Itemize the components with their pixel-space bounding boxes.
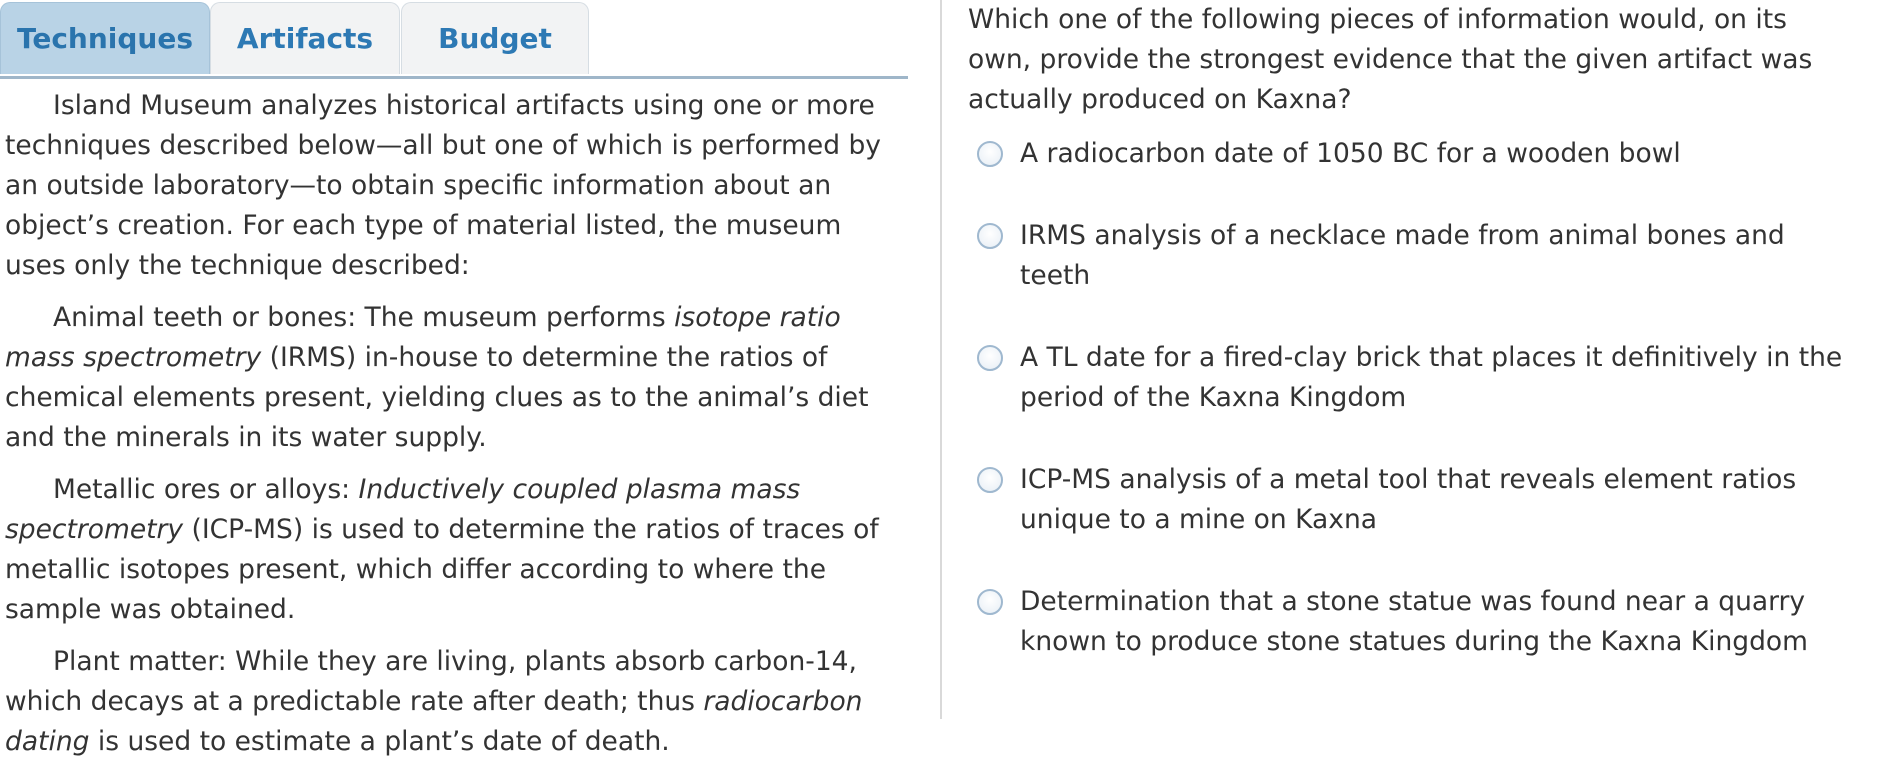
answer-option-label: Determination that a stone statue was found near a quarry known to produce stone statues during the Kaxna Kingdom	[1020, 586, 1808, 657]
answer-option-b[interactable]	[968, 216, 1868, 296]
passage-radiocarbon-term: radiocarbon dating	[5, 686, 863, 757]
radio-button-icon[interactable]	[977, 467, 1003, 493]
tab-budget[interactable]: Budget	[401, 2, 589, 74]
question-stem: Which one of the following pieces of information would, on its own, provide the strongest evidence that the given artifact was actually produced on Kaxna?	[968, 4, 1813, 115]
answer-option-a[interactable]	[968, 134, 1868, 174]
passage-paragraph-icpms	[5, 470, 905, 630]
tab-bar	[0, 2, 908, 77]
tab-artifacts[interactable]: Artifacts	[210, 2, 400, 74]
passage-irms-rest: (IRMS) in-house to determine the ratios of chemical elements present, yielding clues as to the animal’s diet and the minerals in its water supply.	[5, 342, 869, 453]
passage-paragraph-intro-text: Island Museum analyzes historical artifacts using one or more techniques described below—all but one of which is performed by an outside laboratory—to obtain specific information about an object’s creation. For each type of material listed, the museum uses only the technique described:	[5, 90, 881, 281]
passage-icpms-rest: (ICP-MS) is used to determine the ratios of traces of metallic isotopes present, which differ according to where the sample was obtained.	[5, 514, 879, 625]
passage-radiocarbon-lead: Plant matter: While they are living, plants absorb carbon-14, which decays at a predictable rate after death; thus	[5, 646, 857, 717]
passage-irms-term: isotope ratio mass spectrometry	[5, 302, 841, 373]
passage-irms-lead: Animal teeth or bones: The museum performs	[53, 302, 675, 333]
tab-techniques[interactable]: Techniques	[0, 2, 210, 74]
tab-bar-underline	[0, 76, 908, 79]
passage-text	[5, 86, 905, 774]
passage-panel	[0, 0, 908, 757]
answer-option-label: IRMS analysis of a necklace made from animal bones and teeth	[1020, 220, 1785, 291]
passage-icpms-term: Inductively coupled plasma mass spectrometry	[5, 474, 801, 545]
passage-icpms-lead: Metallic ores or alloys:	[53, 474, 359, 505]
question-panel	[968, 0, 1868, 719]
passage-paragraph-radiocarbon	[5, 642, 905, 762]
passage-paragraph-intro	[5, 86, 905, 286]
radio-button-icon[interactable]	[977, 589, 1003, 615]
radio-button-icon[interactable]	[977, 223, 1003, 249]
panel-divider[interactable]	[940, 0, 942, 719]
answer-option-label: A radiocarbon date of 1050 BC for a wooden bowl	[1020, 138, 1681, 169]
answer-option-label: A TL date for a fired-clay brick that places it definitively in the period of the Kaxna Kingdom	[1020, 342, 1843, 413]
passage-paragraph-irms	[5, 298, 905, 458]
radio-button-icon[interactable]	[977, 345, 1003, 371]
answer-options	[968, 134, 1868, 704]
answer-option-d[interactable]	[968, 460, 1868, 540]
answer-option-label: ICP-MS analysis of a metal tool that reveals element ratios unique to a mine on Kaxna	[1020, 464, 1797, 535]
answer-option-c[interactable]	[968, 338, 1868, 418]
passage-radiocarbon-rest: is used to estimate a plant’s date of death.	[89, 726, 670, 757]
answer-option-e[interactable]	[968, 582, 1868, 662]
radio-button-icon[interactable]	[977, 141, 1003, 167]
